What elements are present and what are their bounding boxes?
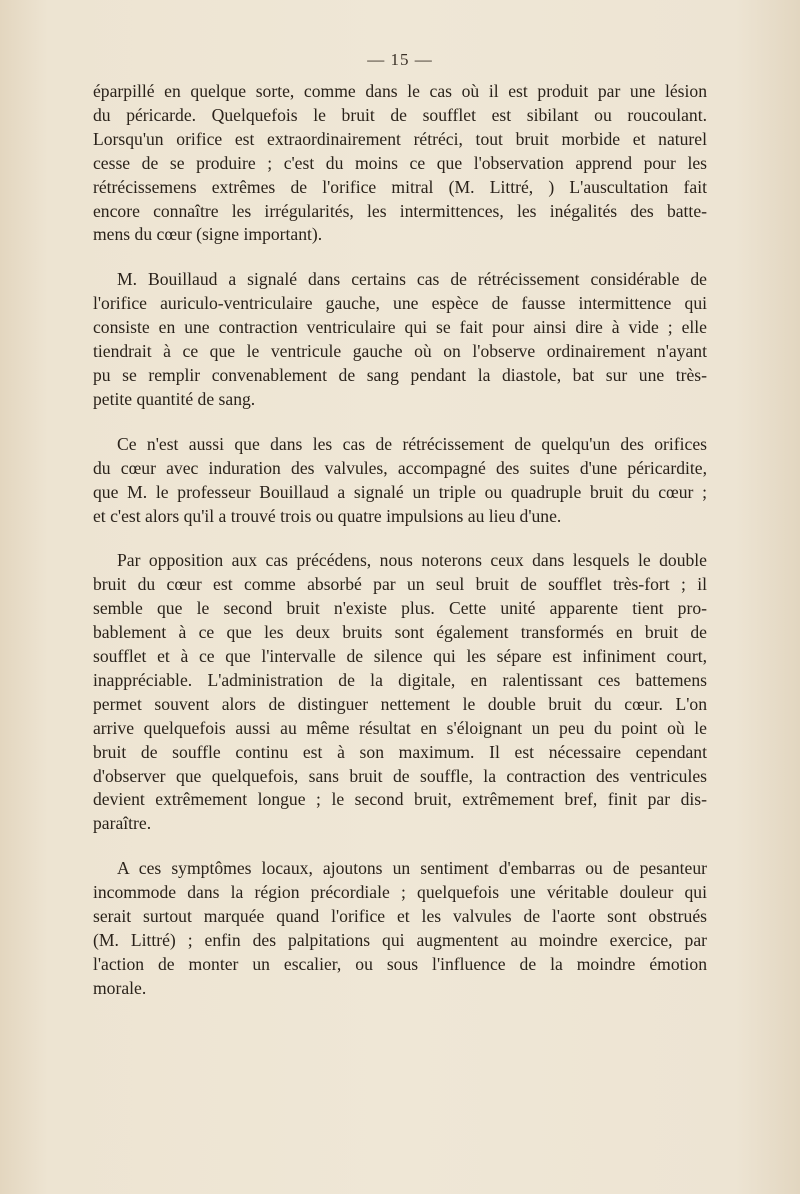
text-line: du péricarde. Quelquefois le bruit de soufflet est sibilant ou roucoulant.	[93, 104, 707, 125]
text-line: semble que le second bruit n'existe plus. Cette unité apparente tient pro-	[93, 598, 707, 619]
text-line: (M. Littré) ; enfin des palpitations qui augmentent au moindre exercice, par	[93, 930, 707, 950]
page-number: — 15 —	[367, 50, 433, 69]
text-line: Lorsqu'un orifice est extraordinairement rétréci, tout bruit morbide et naturel	[93, 128, 707, 149]
paragraph-1	[93, 80, 707, 247]
text-line: encore connaître les irrégularités, les intermittences, les inégalités des batte-	[93, 200, 707, 221]
text-line: Par opposition aux cas précédens, nous noterons ceux dans lesquels le double	[117, 550, 707, 571]
text-line: devient extrêmement longue ; le second bruit, extrêmement bref, finit par dis-	[93, 789, 707, 810]
text-line: arrive quelquefois aussi au même résultat en s'éloignant un peu du point où le	[93, 717, 707, 738]
text-line: cesse de se produire ; c'est du moins ce que l'observation apprend pour les	[93, 152, 707, 173]
text-line: petite quantité de sang.	[93, 388, 256, 409]
text-line: bruit du cœur est comme absorbé par un seul bruit de soufflet très-fort ; il	[93, 574, 707, 595]
text-line: pu se remplir convenablement de sang pendant la diastole, bat sur une très-	[93, 364, 707, 385]
text-line: et c'est alors qu'il a trouvé trois ou quatre impulsions au lieu d'une.	[93, 505, 562, 526]
text-line: paraître.	[93, 813, 152, 834]
text-line: tiendrait à ce que le ventricule gauche où on l'observe ordinairement n'ayant	[93, 341, 707, 362]
text-line: soufflet et à ce que l'intervalle de silence qui les sépare est infiniment court,	[93, 646, 707, 667]
text-line: M. Bouillaud a signalé dans certains cas de rétrécissement considérable de	[117, 269, 707, 290]
text-line: consiste en une contraction ventriculaire qui se fait pour ainsi dire à vide ; elle	[93, 317, 707, 338]
text-line: mens du cœur (signe important).	[93, 224, 323, 245]
text-line: inappréciable. L'administration de la digitale, en ralentissant ces battemens	[93, 669, 707, 690]
text-line: A ces symptômes locaux, ajoutons un sentiment d'embarras ou de pesanteur	[117, 858, 707, 879]
text-line: permet souvent alors de distinguer nettement le double bruit du cœur. L'on	[93, 693, 707, 714]
text-line: que M. le professeur Bouillaud a signalé un triple ou quadruple bruit du cœur ;	[93, 481, 707, 502]
text-line: morale.	[93, 977, 147, 998]
paragraph-5	[93, 857, 707, 1000]
paragraph-2	[93, 268, 707, 411]
text-line: l'action de monter un escalier, ou sous l'influence de la moindre émotion	[93, 953, 707, 974]
text-line: serait surtout marquée quand l'orifice et les valvules de l'aorte sont obstrués	[93, 906, 707, 927]
paragraph-3	[93, 433, 707, 529]
text-line: d'observer que quelquefois, sans bruit de souffle, la contraction des ventricules	[93, 765, 707, 786]
text-line: incommode dans la région précordiale ; quelquefois une véritable douleur qui	[93, 882, 707, 903]
text-line: rétrécissemens extrêmes de l'orifice mitral (M. Littré, ) L'auscultation fait	[93, 176, 707, 197]
text-line: bablement à ce que les deux bruits sont également transformés en bruit de	[93, 622, 707, 643]
text-line: l'orifice auriculo-ventriculaire gauche, une espèce de fausse intermittence qui	[93, 293, 707, 314]
paragraph-4	[93, 549, 707, 836]
body-text	[93, 80, 707, 1022]
text-line: du cœur avec induration des valvules, accompagné des suites d'une péricardite,	[93, 457, 707, 478]
text-line: éparpillé en quelque sorte, comme dans le cas où il est produit par une lésion	[93, 81, 707, 101]
text-line: Ce n'est aussi que dans les cas de rétrécissement de quelqu'un des orifices	[117, 433, 707, 454]
text-line: bruit de souffle continu est à son maximum. Il est nécessaire cependant	[93, 741, 707, 762]
